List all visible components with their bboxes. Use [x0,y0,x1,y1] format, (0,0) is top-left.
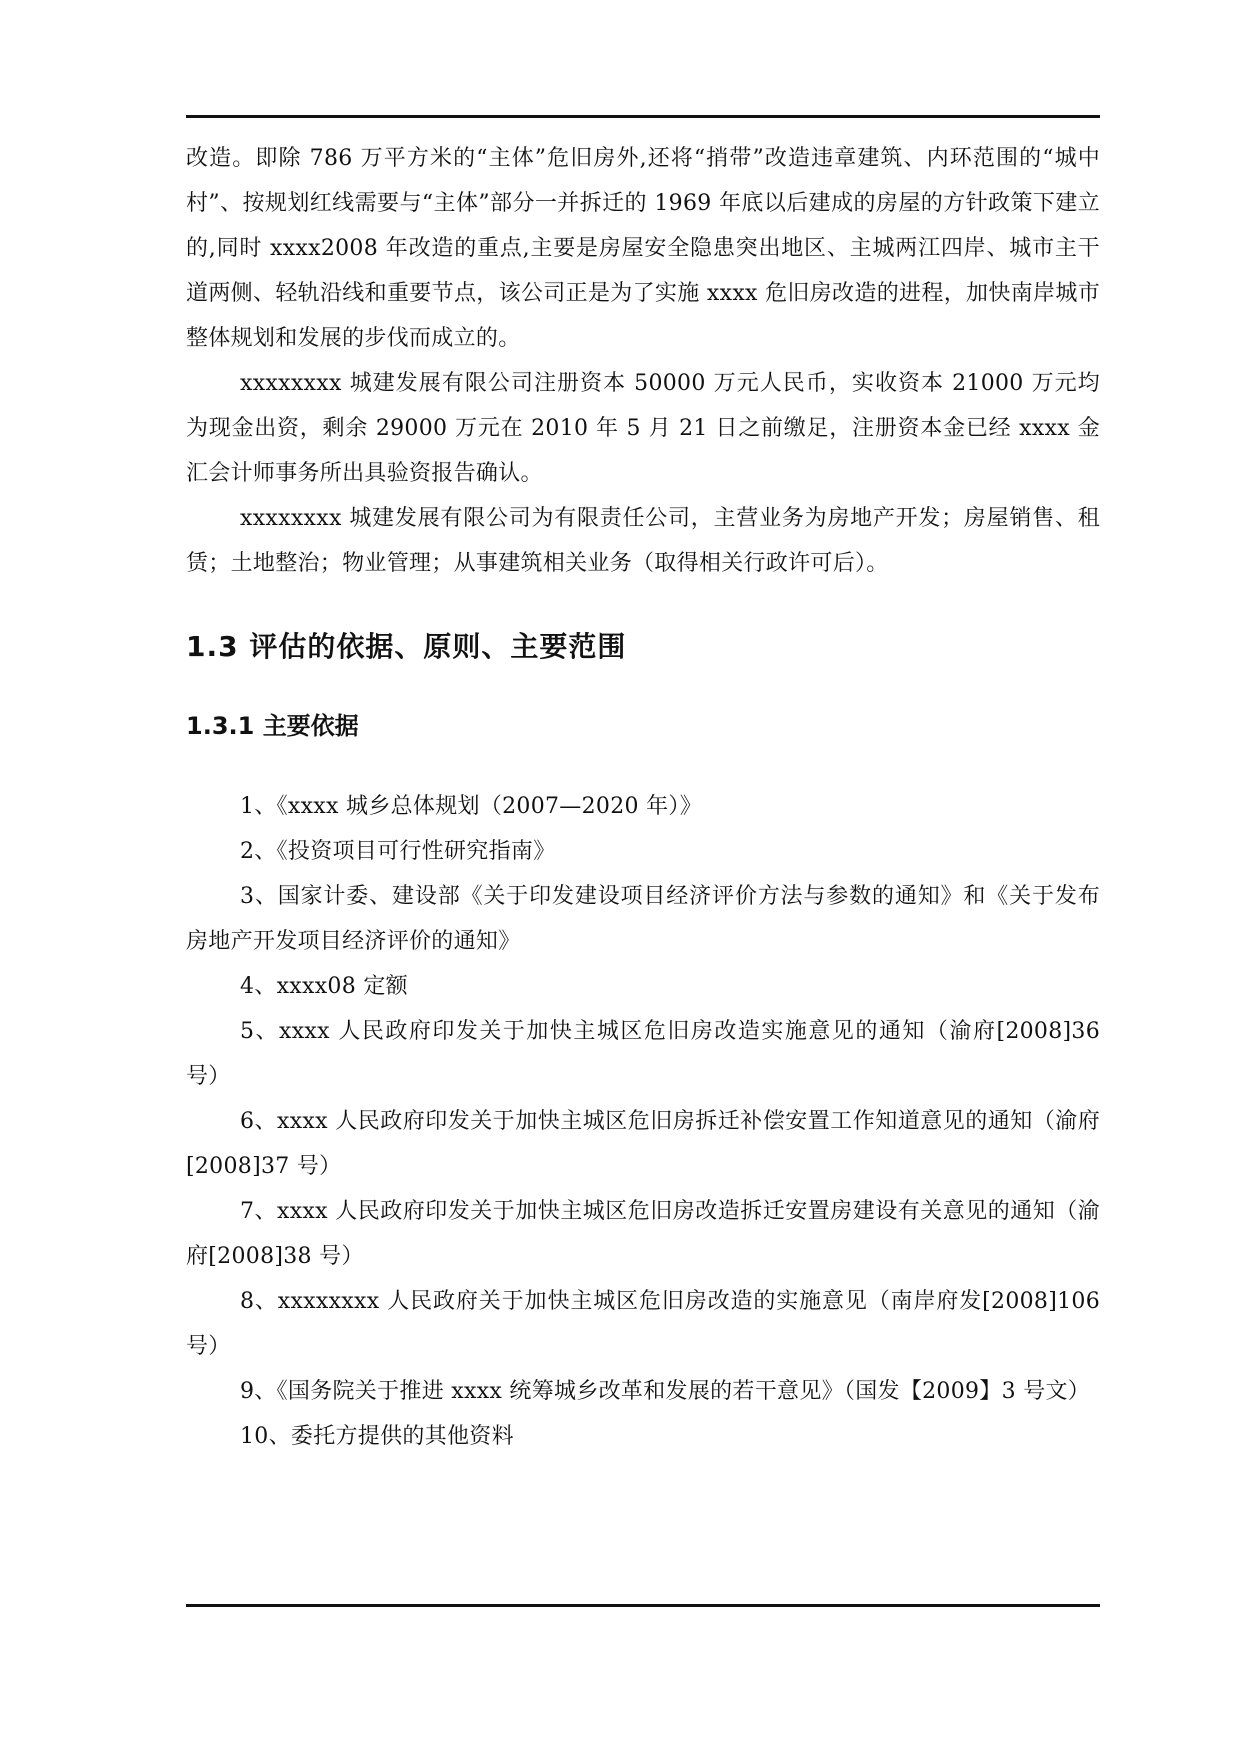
list-item: 10、委托方提供的其他资料 [240,1424,514,1449]
list-item: 1、《xxxx 城乡总体规划（2007—2020 年）》 [240,794,702,819]
paragraph-registered-capital: xxxxxxxx 城建发展有限公司注册资本 50000 万元人民币，实收资本 21000 万元均为现金出资，剩余 29000 万元在 2010 年 5 月 21 日之前缴足，注册资本金已经 xxxx 金汇会计师事务所出具验资报告确认。 [186,371,1100,486]
list-item: 9、《国务院关于推进 xxxx 统筹城乡改革和发展的若干意见》（国发【2009】3 号文） [240,1379,1091,1404]
list-item: 7、xxxx 人民政府印发关于加快主城区危旧房改造拆迁安置房建设有关意见的通知（渝府[2008]38 号） [186,1199,1100,1269]
list-item: 2、《投资项目可行性研究指南》 [240,839,556,864]
header-rule [186,115,1100,118]
footer-rule [186,1604,1100,1607]
paragraph-renovation-policy: 改造。即除 786 万平方米的“主体”危旧房外,还将“捎带”改造违章建筑、内环范围的“城中村”、按规划红线需要与“主体”部分一并拆迁的 1969 年底以后建成的房屋的方针政策下建立的,同时 xxxx2008 年改造的重点,主要是房屋安全隐患突出地区、主城两江四岸、城市主干道两侧、轻轨沿线和重要节点，该公司正是为了实施 xxxx 危旧房改造的进程，加快南岸城市整体规划和发展的步伐而成立的。 [186,146,1100,351]
list-item: 5、xxxx 人民政府印发关于加快主城区危旧房改造实施意见的通知（渝府[2008]36 号） [186,1019,1100,1089]
document-body [186,136,1100,1459]
list-item: 6、xxxx 人民政府印发关于加快主城区危旧房拆迁补偿安置工作知道意见的通知（渝府[2008]37 号） [186,1109,1100,1179]
subsection-heading: 1.3.1 主要依据 [186,712,359,740]
paragraph-business-scope: xxxxxxxx 城建发展有限公司为有限责任公司，主营业务为房地产开发；房屋销售、租赁；土地整治；物业管理；从事建筑相关业务（取得相关行政许可后）。 [186,506,1100,576]
basis-list [186,784,1100,1459]
list-item: 4、xxxx08 定额 [240,974,408,999]
section-heading: 1.3 评估的依据、原则、主要范围 [186,630,627,663]
list-item: 8、xxxxxxxx 人民政府关于加快主城区危旧房改造的实施意见（南岸府发[2008]106 号） [186,1289,1100,1359]
list-item: 3、国家计委、建设部《关于印发建设项目经济评价方法与参数的通知》和《关于发布房地产开发项目经济评价的通知》 [186,884,1100,954]
